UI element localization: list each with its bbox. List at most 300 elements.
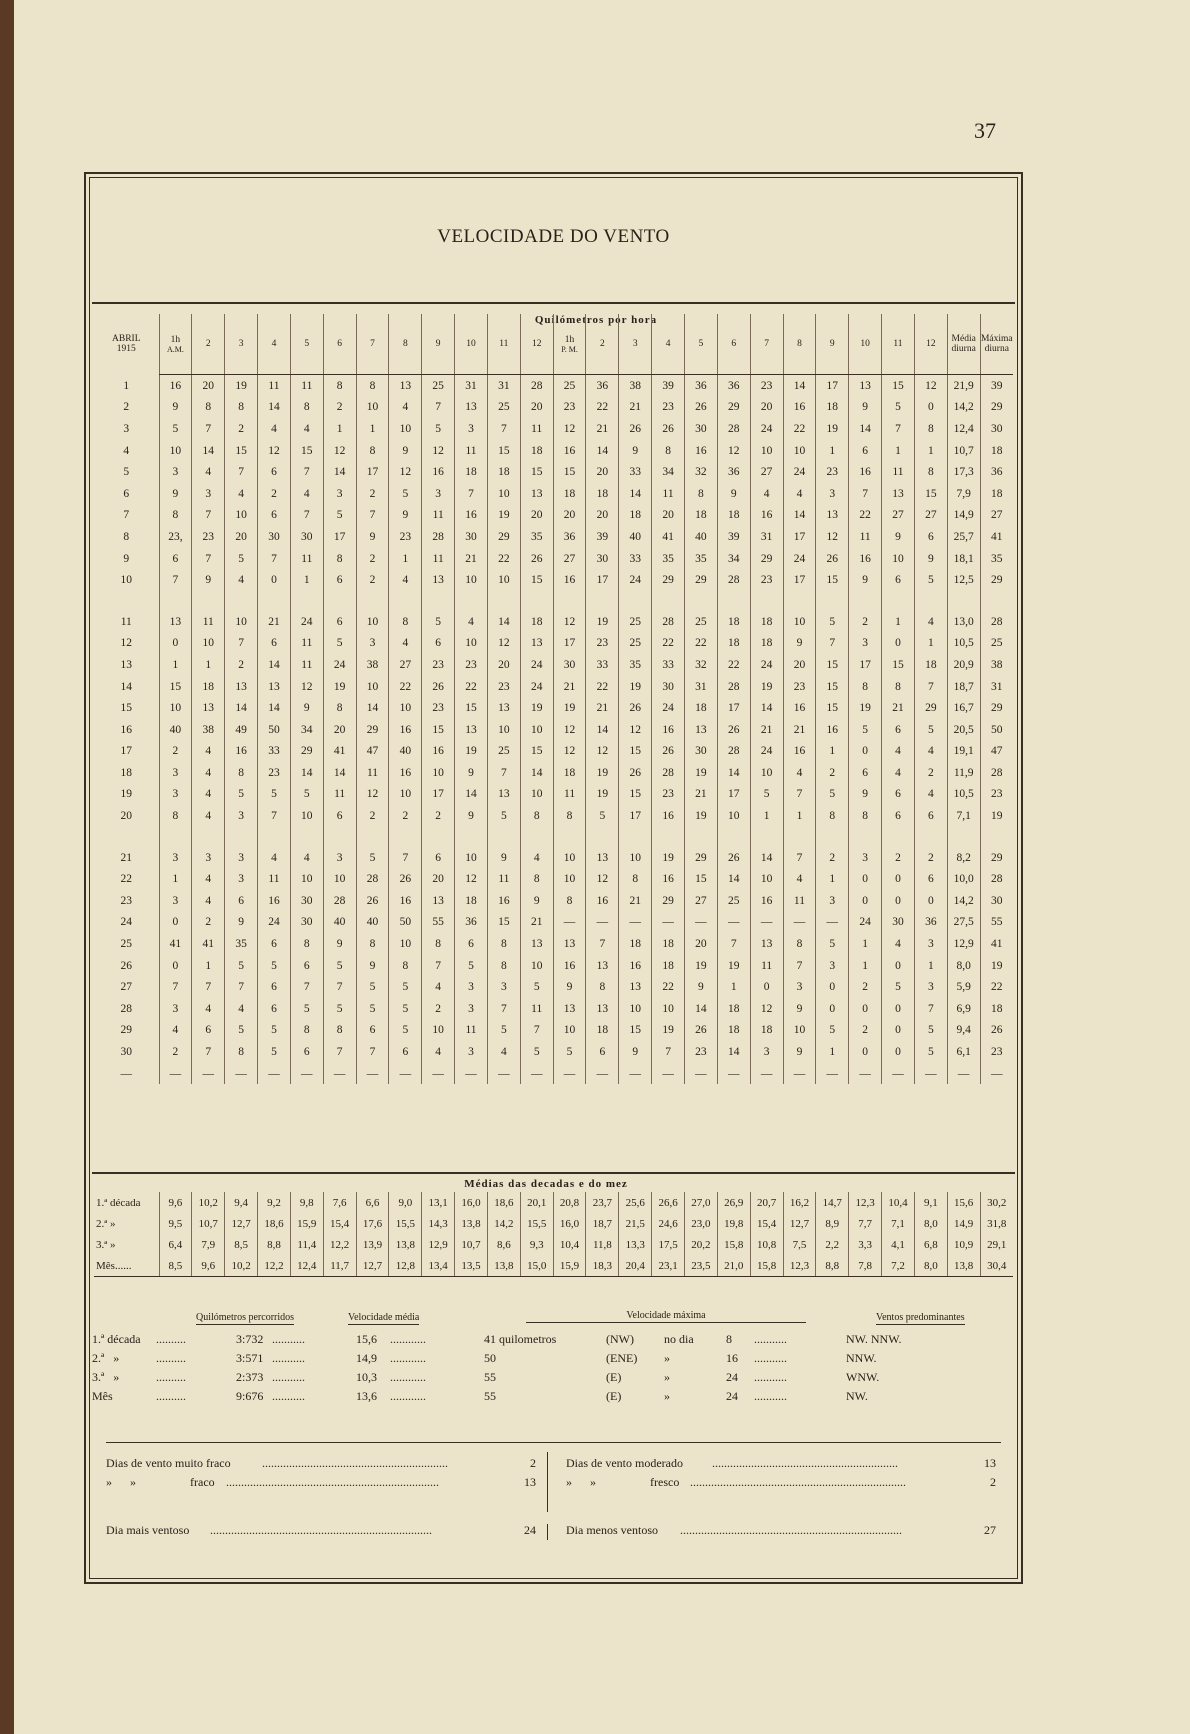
speed-cell: 5 (816, 784, 849, 806)
speed-cell: 23 (685, 1041, 718, 1063)
speed-cell: 3 (422, 483, 455, 505)
speed-cell: 1 (914, 633, 947, 655)
speed-cell: 7 (422, 397, 455, 419)
means-cell: 9,0 (389, 1192, 422, 1213)
speed-cell: 40 (619, 526, 652, 548)
speed-cell: 14 (258, 397, 291, 419)
speed-cell: 19 (652, 847, 685, 869)
speed-cell: 7 (652, 1041, 685, 1063)
speed-cell: 1 (882, 440, 915, 462)
speed-cell: 3 (816, 483, 849, 505)
speed-cell: 22 (389, 676, 422, 698)
media-cell: 17,3 (947, 461, 980, 483)
speed-cell: 19 (652, 1020, 685, 1042)
means-cell: 6,4 (159, 1234, 192, 1255)
speed-cell: 14 (586, 440, 619, 462)
speed-cell: 5 (290, 998, 323, 1020)
dots: ............ (390, 1332, 426, 1346)
maxima-cell: 29 (980, 397, 1013, 419)
speed-cell: 17 (849, 654, 882, 676)
speed-cell: 11 (487, 868, 520, 890)
speed-cell: — (356, 1063, 389, 1085)
maxima-cell: 55 (980, 912, 1013, 934)
means-cell: 12,7 (783, 1213, 816, 1234)
speed-cell: 30 (586, 548, 619, 570)
speed-cell: 5 (882, 976, 915, 998)
summary-dia: 8 (726, 1332, 732, 1346)
speed-cell: 4 (455, 611, 488, 633)
speed-cell: 2 (914, 762, 947, 784)
speed-cell: 14 (225, 697, 258, 719)
speed-cell: 4 (192, 805, 225, 827)
hour-pm-header-text: 9 (829, 339, 835, 349)
speed-cell: 38 (192, 719, 225, 741)
speed-cell: 9 (685, 976, 718, 998)
means-cell: 11,8 (586, 1234, 619, 1255)
media-cell: 27,5 (947, 912, 980, 934)
speed-cell: 16 (750, 505, 783, 527)
speed-cell: 10 (356, 397, 389, 419)
speed-cell: 0 (882, 633, 915, 655)
dots: ............ (390, 1370, 426, 1384)
speed-cell: 9 (553, 976, 586, 998)
means-cell: 30,4 (980, 1255, 1013, 1277)
speed-cell: 11 (455, 1020, 488, 1042)
speed-cell: 12 (717, 440, 750, 462)
speed-cell: — (520, 1063, 553, 1085)
summary-km: 3:732 (236, 1332, 264, 1346)
means-cell: 14,9 (947, 1213, 980, 1234)
means-cell: 20,1 (520, 1192, 553, 1213)
speed-cell: 20 (586, 505, 619, 527)
hour-am-header (455, 314, 488, 375)
speed-cell: 12 (356, 784, 389, 806)
means-cell: 8,8 (816, 1255, 849, 1277)
fraco-value: 13 (516, 1475, 536, 1490)
means-row (94, 1234, 1013, 1255)
speed-cell: 19 (323, 676, 356, 698)
table-row (94, 375, 1013, 397)
table-row (94, 784, 1013, 806)
table-row (94, 461, 1013, 483)
maxima-cell: 19 (980, 805, 1013, 827)
speed-cell: 10 (520, 719, 553, 741)
means-cell: 23,0 (685, 1213, 718, 1234)
speed-cell: 18 (750, 611, 783, 633)
speed-cell: 29 (750, 548, 783, 570)
speed-cell: 8 (520, 868, 553, 890)
means-cell: 23,7 (586, 1192, 619, 1213)
speed-cell: 10 (487, 483, 520, 505)
means-cell: 9,5 (159, 1213, 192, 1234)
speed-cell: 26 (520, 548, 553, 570)
speed-cell: 8 (914, 418, 947, 440)
means-cell: 7,7 (849, 1213, 882, 1234)
hour-am-header-text: 5 (304, 339, 310, 349)
speed-cell: 14 (290, 762, 323, 784)
speed-cell: 13 (619, 976, 652, 998)
day-cell: 7 (123, 509, 130, 522)
speed-cell: 15 (520, 569, 553, 591)
maxima-header (980, 314, 1013, 375)
speed-cell: 10 (290, 805, 323, 827)
dots: ........... (272, 1332, 305, 1346)
speed-cell: 23 (192, 526, 225, 548)
means-cell: 10,9 (947, 1234, 980, 1255)
speed-cell: 9 (225, 912, 258, 934)
muito-fraco-label: Dias de vento muito fraco (106, 1456, 231, 1470)
speed-cell: 8 (652, 440, 685, 462)
muito-fraco-value: 2 (516, 1456, 536, 1471)
speed-cell: 39 (586, 526, 619, 548)
speed-cell: 40 (389, 741, 422, 763)
speed-cell: 4 (914, 611, 947, 633)
hour-pm-header (652, 314, 685, 375)
speed-cell: 8 (290, 397, 323, 419)
speed-cell: 24 (520, 654, 553, 676)
maxima-cell: 35 (980, 548, 1013, 570)
speed-cell: 1 (356, 418, 389, 440)
speed-cell: 23 (750, 375, 783, 397)
speed-cell: 35 (652, 548, 685, 570)
hour-am-header-text: 4 (271, 339, 277, 349)
media-cell: 9,4 (947, 1020, 980, 1042)
speed-cell: 5 (258, 784, 291, 806)
speed-cell: 6 (455, 933, 488, 955)
speed-cell: 13 (586, 847, 619, 869)
speed-cell: 14 (586, 719, 619, 741)
speed-cell: 7 (290, 505, 323, 527)
speed-cell: 13 (258, 676, 291, 698)
media-cell: 7,1 (947, 805, 980, 827)
speed-cell: — (685, 912, 718, 934)
means-cell: 7,1 (882, 1213, 915, 1234)
hour-am-header-text: 3 (238, 339, 244, 349)
hour-am-header (389, 314, 422, 375)
speed-cell: 17 (717, 697, 750, 719)
speed-cell: 3 (455, 998, 488, 1020)
speed-cell: — (586, 1063, 619, 1085)
speed-cell: 6 (159, 548, 192, 570)
speed-cell: — (258, 1063, 291, 1085)
speed-cell: 4 (389, 397, 422, 419)
speed-cell: 23 (389, 526, 422, 548)
speed-cell: 40 (159, 719, 192, 741)
dots: ........... (754, 1351, 787, 1365)
speed-cell: 7 (192, 505, 225, 527)
speed-cell: 9 (717, 483, 750, 505)
speed-cell: 8 (487, 933, 520, 955)
speed-cell: 5 (225, 1020, 258, 1042)
speed-cell: 15 (619, 784, 652, 806)
speed-cell: 16 (389, 890, 422, 912)
speed-cell: 16 (652, 868, 685, 890)
speed-cell: 7 (323, 976, 356, 998)
fresco-value: 2 (976, 1475, 996, 1490)
fresco-prefix: » » (566, 1475, 596, 1489)
means-label: 2.ª » (96, 1217, 116, 1230)
speed-cell: 5 (816, 611, 849, 633)
speed-cell: 16 (389, 719, 422, 741)
speed-cell: 11 (290, 375, 323, 397)
speed-cell: 7 (192, 976, 225, 998)
speed-cell: 5 (356, 847, 389, 869)
means-cell: 12,7 (225, 1213, 258, 1234)
hour-pm-header-text: 5 (698, 339, 704, 349)
speed-cell: 26 (619, 418, 652, 440)
table-row (94, 1041, 1013, 1063)
maxima-cell: 27 (980, 505, 1013, 527)
speed-cell: 15 (487, 912, 520, 934)
speed-cell: 6 (586, 1041, 619, 1063)
table-row (94, 805, 1013, 827)
speed-cell: 4 (487, 1041, 520, 1063)
speed-cell: 28 (717, 676, 750, 698)
speed-cell: 20 (520, 397, 553, 419)
maxima-cell: 18 (980, 998, 1013, 1020)
speed-cell: 15 (520, 741, 553, 763)
maxima-cell: 23 (980, 784, 1013, 806)
speed-cell: 19 (455, 741, 488, 763)
speed-cell: 4 (192, 890, 225, 912)
speed-cell: 14 (192, 440, 225, 462)
speed-cell: 18 (553, 483, 586, 505)
speed-cell: 9 (849, 569, 882, 591)
speed-cell: 16 (553, 955, 586, 977)
speed-cell: 22 (586, 676, 619, 698)
means-cell: 13,8 (389, 1234, 422, 1255)
day-cell: 23 (120, 894, 132, 907)
hour-pm-header-text: 6 (731, 339, 737, 349)
table-row (94, 912, 1013, 934)
media-cell: 12,5 (947, 569, 980, 591)
means-label: 3.ª » (96, 1238, 116, 1251)
day-cell: 29 (120, 1024, 132, 1037)
ventos-header: Ventos predominantes (876, 1312, 965, 1323)
summary-label: 2.ª » (92, 1351, 120, 1365)
speed-cell: 0 (849, 741, 882, 763)
day-cell: 25 (120, 938, 132, 951)
summary-dia: 16 (726, 1351, 738, 1365)
hour-am-header (422, 314, 455, 375)
means-cell: 8,6 (487, 1234, 520, 1255)
speed-cell: 25 (619, 633, 652, 655)
speed-cell: 5 (323, 505, 356, 527)
speed-cell: 19 (816, 418, 849, 440)
speed-cell: 14 (750, 697, 783, 719)
speed-cell: 24 (750, 418, 783, 440)
table-row (94, 697, 1013, 719)
speed-cell: 8 (487, 955, 520, 977)
speed-cell: 14 (849, 418, 882, 440)
speed-cell: 26 (422, 676, 455, 698)
summary-dia: 24 (726, 1389, 738, 1403)
speed-cell: 16 (159, 375, 192, 397)
speed-cell: 19 (849, 697, 882, 719)
speed-cell: 16 (422, 741, 455, 763)
speed-cell: 17 (586, 569, 619, 591)
day-cell: 16 (120, 723, 132, 736)
hour-pm-header-text: 10 (860, 339, 870, 349)
speed-cell: 4 (389, 633, 422, 655)
hour-pm-header (586, 314, 619, 375)
media-cell: 6,9 (947, 998, 980, 1020)
fresco-label: fresco (650, 1475, 680, 1489)
speed-cell: 24 (619, 569, 652, 591)
means-cell: 6,6 (356, 1192, 389, 1213)
speed-cell: 14 (717, 868, 750, 890)
speed-cell: 33 (619, 461, 652, 483)
speed-cell: 13 (586, 955, 619, 977)
speed-cell: 18 (750, 1020, 783, 1042)
speed-cell: 3 (323, 847, 356, 869)
speed-cell: 15 (816, 697, 849, 719)
speed-cell: 5 (225, 548, 258, 570)
speed-cell: 10 (750, 762, 783, 784)
speed-cell: 2 (422, 805, 455, 827)
speed-cell: 12 (553, 611, 586, 633)
speed-cell: 21 (258, 611, 291, 633)
speed-cell: 10 (783, 611, 816, 633)
speed-cell: 1 (159, 868, 192, 890)
moderado-value: 13 (976, 1456, 996, 1471)
speed-cell: 26 (816, 548, 849, 570)
speed-cell: 31 (750, 526, 783, 548)
dots: ........... (272, 1351, 305, 1365)
speed-cell: 36 (586, 375, 619, 397)
maxima-cell: 47 (980, 741, 1013, 763)
speed-cell: 10 (750, 440, 783, 462)
speed-cell: 2 (849, 1020, 882, 1042)
speed-cell: 8 (356, 375, 389, 397)
speed-cell: 10 (290, 868, 323, 890)
means-cell: 15,4 (750, 1213, 783, 1234)
speed-cell: 18 (717, 1020, 750, 1042)
speed-cell: 3 (323, 483, 356, 505)
speed-cell: 25 (619, 611, 652, 633)
speed-cell: 6 (849, 762, 882, 784)
speed-cell: 3 (159, 762, 192, 784)
speed-cell: 15 (553, 461, 586, 483)
table-row (94, 505, 1013, 527)
speed-cell: 21 (520, 912, 553, 934)
speed-cell: 2 (356, 569, 389, 591)
media-cell: 10,0 (947, 868, 980, 890)
speed-cell: 5 (356, 976, 389, 998)
speed-cell: 10 (422, 1020, 455, 1042)
day-cell: 13 (120, 658, 132, 671)
dots: .......... (156, 1332, 186, 1346)
speed-cell: 9 (487, 847, 520, 869)
speed-cell: 12 (619, 719, 652, 741)
speed-cell: 23 (422, 697, 455, 719)
speed-cell: 15 (816, 569, 849, 591)
day-cell: 27 (120, 981, 132, 994)
speed-cell: — (816, 1063, 849, 1085)
speed-cell: 55 (422, 912, 455, 934)
media-cell: 19,1 (947, 741, 980, 763)
speed-cell: 15 (290, 440, 323, 462)
speed-cell: 0 (882, 955, 915, 977)
speed-cell: 3 (159, 784, 192, 806)
speed-cell: 30 (652, 676, 685, 698)
day-cell: 4 (123, 444, 130, 457)
speed-cell: 1 (816, 1041, 849, 1063)
hour-pm-header (849, 314, 882, 375)
summary-ventos: NW. NNW. (846, 1332, 902, 1346)
day-cell: 8 (123, 530, 130, 543)
speed-cell: 7 (225, 633, 258, 655)
speed-cell: 4 (290, 418, 323, 440)
speed-cell: 26 (652, 418, 685, 440)
speed-cell: 27 (389, 654, 422, 676)
speed-cell: 7 (258, 805, 291, 827)
means-cell: 12,3 (783, 1255, 816, 1277)
speed-cell: 13 (553, 998, 586, 1020)
speed-cell: 28 (520, 375, 553, 397)
dots: .......... (156, 1389, 186, 1403)
speed-cell: 7 (914, 676, 947, 698)
summary-max: 55 (484, 1370, 496, 1384)
speed-cell: 6 (422, 633, 455, 655)
speed-cell: 35 (685, 548, 718, 570)
speed-cell: 35 (619, 654, 652, 676)
hour-am-header (487, 314, 520, 375)
speed-cell: 15 (914, 483, 947, 505)
day-cell: 20 (120, 810, 132, 823)
dots: ........... (754, 1370, 787, 1384)
speed-cell: 0 (882, 868, 915, 890)
speed-cell: 23 (487, 676, 520, 698)
speed-cell: 3 (192, 847, 225, 869)
speed-cell: 8 (159, 805, 192, 827)
speed-cell: 24 (783, 461, 816, 483)
speed-cell: 3 (455, 418, 488, 440)
speed-cell: 6 (323, 805, 356, 827)
menos-ventoso-label: Dia menos ventoso (566, 1523, 658, 1537)
hour-am-header-text: 9 (435, 339, 441, 349)
month-year-header-text: 1915 (116, 344, 136, 355)
table-row (94, 762, 1013, 784)
speed-cell: 13 (685, 719, 718, 741)
speed-cell: 7 (487, 998, 520, 1020)
speed-cell: 18 (816, 397, 849, 419)
title-rule (92, 302, 1015, 304)
speed-cell: 10 (750, 868, 783, 890)
means-cell: 8,5 (225, 1234, 258, 1255)
speed-cell: 9 (849, 397, 882, 419)
speed-cell: 4 (258, 847, 291, 869)
means-cell: 14,7 (816, 1192, 849, 1213)
speed-cell: 13 (192, 697, 225, 719)
speed-cell: 13 (882, 483, 915, 505)
speed-cell: 7 (487, 762, 520, 784)
speed-cell: 36 (914, 912, 947, 934)
speed-cell: 16 (783, 741, 816, 763)
maxima-cell: 29 (980, 847, 1013, 869)
means-cell: 15,9 (290, 1213, 323, 1234)
speed-cell: 20 (487, 654, 520, 676)
speed-cell: 24 (520, 676, 553, 698)
speed-cell: 8 (389, 955, 422, 977)
speed-cell: 2 (356, 483, 389, 505)
speed-cell: 17 (783, 569, 816, 591)
hour-pm-header (882, 314, 915, 375)
speed-cell: 20 (783, 654, 816, 676)
speed-cell: 20 (225, 526, 258, 548)
hour-pm-header-text: 12 (926, 339, 936, 349)
speed-cell: 15 (422, 719, 455, 741)
